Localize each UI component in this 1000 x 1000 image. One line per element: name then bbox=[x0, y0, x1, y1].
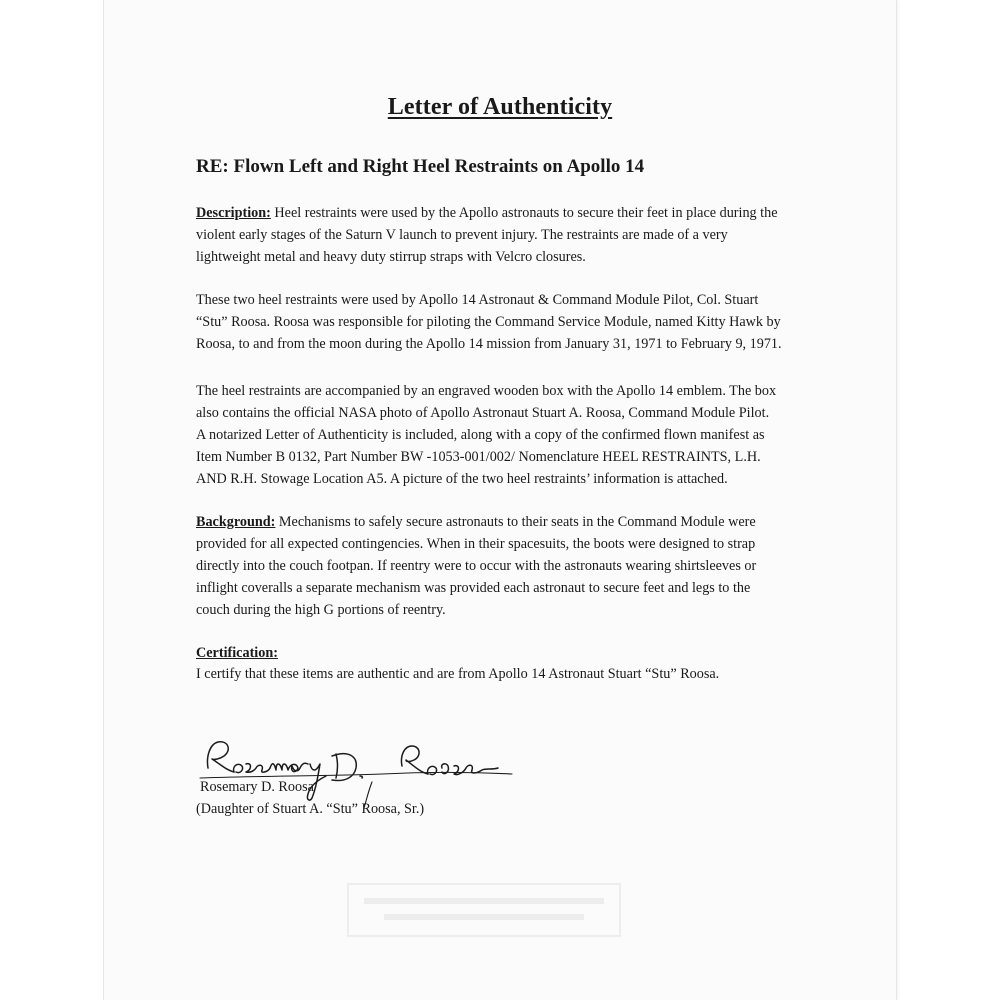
paragraph-line: AND R.H. Stowage Location A5. A picture of the two heel restraints’ information is attached. bbox=[196, 471, 728, 487]
paragraph-line: Roosa, to and from the moon during the Apollo 14 mission from January 31, 1971 to February 9, 1971. bbox=[196, 336, 782, 352]
background-line: inflight coveralls a separate mechanism was provided each astronaut to secure feet and legs to the bbox=[196, 580, 751, 596]
background-line: provided for all expected contingencies. When in their spacesuits, the boots were designed to strap bbox=[196, 536, 756, 552]
background-text: Mechanisms to safely secure astronauts to their seats in the Command Module were bbox=[275, 514, 756, 530]
background-line: directly into the couch footpan. If reentry were to occur with the astronauts wearing shirtsleeves or bbox=[196, 558, 757, 574]
background-line: couch during the high G portions of reentry. bbox=[196, 602, 446, 618]
certification-text: I certify that these items are authentic and are from Apollo 14 Astronaut Stuart “Stu” Roosa. bbox=[196, 666, 720, 682]
signer-name: Rosemary D. Roosa bbox=[200, 779, 314, 795]
handwritten-signature bbox=[192, 726, 522, 812]
faint-watermark bbox=[344, 880, 624, 940]
description-paragraph bbox=[196, 202, 816, 268]
description-line: violent early stages of the Saturn V launch to prevent injury. The restraints are made of a very bbox=[196, 227, 728, 243]
re-heading: RE: Flown Left and Right Heel Restraints on Apollo 14 bbox=[196, 156, 645, 177]
paragraph-line: These two heel restraints were used by Apollo 14 Astronaut & Command Module Pilot, Col. Stuart bbox=[196, 292, 759, 308]
paragraph-line: A notarized Letter of Authenticity is included, along with a copy of the confirmed flown manifest as bbox=[196, 427, 765, 443]
letter-page bbox=[104, 0, 896, 1000]
paragraph-line: also contains the official NASA photo of Apollo Astronaut Stuart A. Roosa, Command Module Pilot. bbox=[196, 405, 770, 421]
accompanying-items-paragraph bbox=[196, 380, 816, 490]
paragraph-line: “Stu” Roosa. Roosa was responsible for piloting the Command Service Module, named Kitty Hawk by bbox=[196, 314, 781, 330]
description-line: lightweight metal and heavy duty stirrup straps with Velcro closures. bbox=[196, 249, 586, 265]
signer-relation: (Daughter of Stuart A. “Stu” Roosa, Sr.) bbox=[196, 801, 425, 817]
background-line bbox=[196, 511, 816, 533]
description-line bbox=[196, 202, 816, 224]
certification-label: Certification: bbox=[196, 645, 278, 661]
background-paragraph bbox=[196, 511, 816, 621]
description-label: Description: bbox=[196, 205, 271, 221]
letter-title: Letter of Authenticity bbox=[387, 94, 613, 120]
description-text: Heel restraints were used by the Apollo astronauts to secure their feet in place during the bbox=[270, 205, 778, 221]
restraints-usage-paragraph bbox=[196, 289, 816, 355]
paragraph-line: Item Number B 0132, Part Number BW -1053-001/002/ Nomenclature HEEL RESTRAINTS, L.H. bbox=[196, 449, 761, 465]
background-label: Background: bbox=[196, 514, 276, 530]
paragraph-line: The heel restraints are accompanied by an engraved wooden box with the Apollo 14 emblem. The box bbox=[196, 383, 777, 399]
